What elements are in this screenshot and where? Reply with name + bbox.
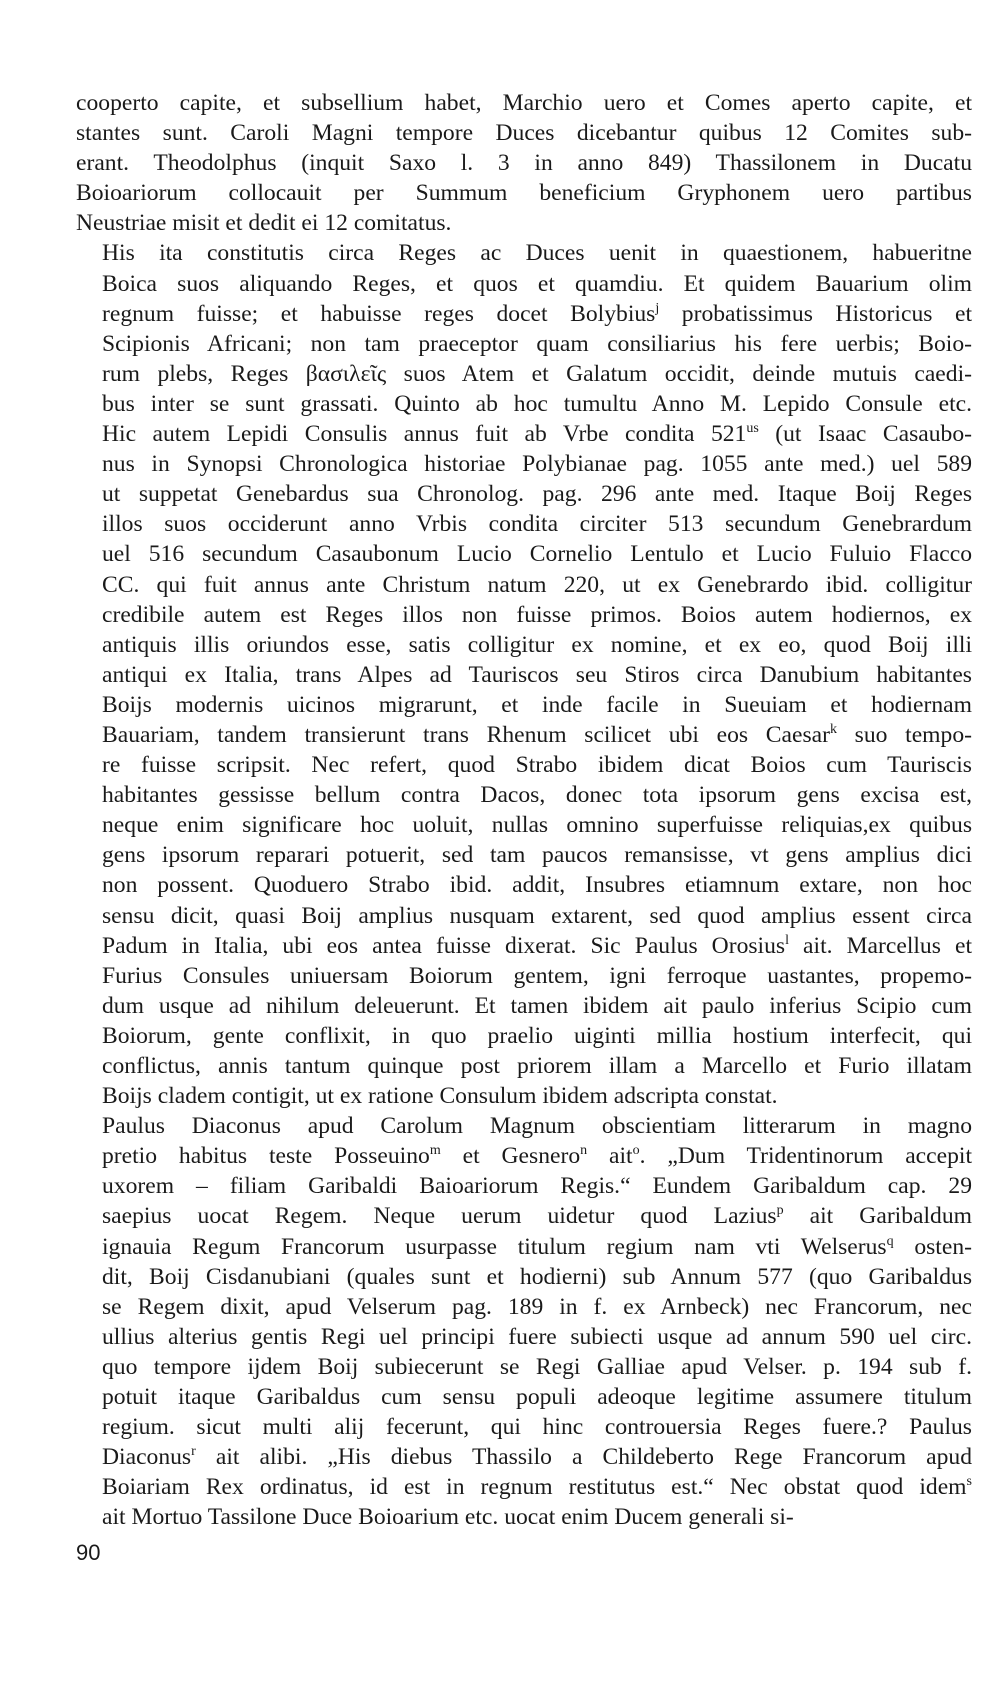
text-line: neque enim significare hoc uoluit, nullas omnino superfuisse reliquias,ex quibus: [102, 812, 972, 839]
text-line: Boica suos aliquando Reges, et quos et quamdiu. Et quidem Bauarium olim: [102, 270, 972, 297]
text-line: regium. sicut multi alij fecerunt, qui hinc controuersia Reges fuere.? Paulus: [102, 1414, 972, 1441]
text-line: dit, Boij Cisdanubiani (quales sunt et hodierni) sub Annum 577 (quo Garibaldus: [102, 1263, 972, 1290]
text-line: habitantes gessisse bellum contra Dacos, donec tota ipsorum gens excisa est,: [102, 782, 972, 809]
text-line: uel 516 secundum Casaubonum Lucio Cornelio Lentulo et Lucio Fuluio Flacco: [102, 541, 972, 568]
text-line: nus in Synopsi Chronologica historiae Polybianae pag. 1055 ante med.) uel 589: [102, 451, 972, 478]
text-line: ullius alterius gentis Regi uel principi fuere subiecti usque ad annum 590 uel circ.: [102, 1323, 972, 1350]
text-line: ignauia Regum Francorum usurpasse titulum regium nam vti Welserus$^q$ osten-: [102, 1233, 972, 1260]
text-line: Boioariorum collocauit per Summum beneficium Gryphonem uero partibus: [76, 180, 972, 207]
text-line: illos suos occiderunt anno Vrbis condita circiter 513 secundum Genebrardum: [102, 511, 972, 538]
text-line: gens ipsorum reparari potuerit, sed tam paucos remansisse, vt gens amplius dici: [102, 842, 972, 869]
text-line: Diaconus$^r$ ait alibi. „His diebus Thassilo a Childeberto Rege Francorum apud: [102, 1444, 972, 1471]
text-line: erant. Theodolphus (inquit Saxo l. 3 in anno 849) Thassilonem in Ducatu: [76, 150, 972, 177]
text-line: Padum in Italia, ubi eos antea fuisse dixerat. Sic Paulus Orosius$^l$ ait. Marcellus et: [102, 932, 972, 959]
text-line: dum usque ad nihilum deleuerunt. Et tamen ibidem ait paulo inferius Scipio cum: [102, 992, 972, 1019]
text-line: Bauariam, tandem transierunt trans Rhenum scilicet ubi eos Caesar$^k$ suo tempo-: [102, 721, 972, 748]
text-line: quo tempore ijdem Boij subiecerunt se Regi Galliae apud Velser. p. 194 sub f.: [102, 1353, 972, 1380]
text-line: Boijs modernis uicinos migrarunt, et inde facile in Sueuiam et hodiernam: [102, 691, 972, 718]
text-line: conflictus, annis tantum quinque post priorem illam a Marcello et Furio illatam: [102, 1053, 972, 1079]
text-line: Boiariam Rex ordinatus, id est in regnum restitutus est.“ Nec obstat quod idem$^s$: [102, 1474, 972, 1501]
text-line: His ita constitutis circa Reges ac Duces uenit in quaestionem, habueritne: [102, 240, 972, 267]
text-line: Paulus Diaconus apud Carolum Magnum obscientiam litterarum in magno: [102, 1113, 972, 1140]
text-line: re fuisse scripsit. Nec refert, quod Strabo ibidem dicat Boios cum Tauriscis: [102, 752, 972, 779]
text-line: regnum fuisse; et habuisse reges docet Bolybius$^j$ probatissimus Historicus et: [102, 300, 972, 327]
footnote-marker: r: [191, 1444, 196, 1460]
text-line: potuit itaque Garibaldus cum sensu populi adeoque legitime assumere titulum: [102, 1384, 972, 1411]
text-line: cooperto capite, et subsellium habet, Marchio uero et Comes aperto capite, et: [76, 90, 972, 116]
text-line: ait Mortuo Tassilone Duce Boioarium etc. uocat enim Ducem generali si-: [102, 1504, 794, 1531]
footnote-marker: s: [966, 1474, 972, 1490]
text-line: Neustriae misit et dedit ei 12 comitatus.: [76, 210, 452, 237]
footnote-marker: n: [580, 1143, 588, 1159]
text-line: antiqui ex Italia, trans Alpes ad Tauriscos seu Stiros circa Danubium habitantes: [102, 661, 972, 688]
text-line: ut suppetat Genebardus sua Chronolog. pag. 296 ante med. Itaque Boij Reges: [102, 481, 972, 508]
text-line: CC. qui fuit annus ante Christum natum 220, ut ex Genebrardo ibid. colligitur: [102, 571, 972, 598]
text-line: Furius Consules uniuersam Boiorum gentem, igni ferroque uastantes, propemo-: [102, 962, 972, 989]
page-number: 90: [76, 1540, 101, 1565]
paragraph-3: [76, 1111, 972, 1532]
footnote-marker: k: [829, 721, 837, 737]
footnote-marker: p: [776, 1203, 784, 1219]
paragraph-2: [76, 238, 972, 1111]
footnote-marker: j: [655, 300, 660, 316]
footnote-marker: us: [746, 421, 759, 437]
footnote-marker: o: [632, 1143, 640, 1159]
text-line: saepius uocat Regem. Neque uerum uidetur quod Lazius$^p$ ait Garibaldum: [102, 1203, 973, 1230]
text-line: credibile autem est Reges illos non fuisse primos. Boios autem hodiernos, ex: [102, 601, 972, 628]
footnote-marker: m: [429, 1143, 441, 1159]
footnote-marker: q: [886, 1233, 894, 1249]
footnote-marker: l: [785, 932, 789, 948]
text-line: Boijs cladem contigit, ut ex ratione Consulum ibidem adscripta constat.: [102, 1083, 778, 1110]
text-line: non possent. Quoduero Strabo ibid. addit, Insubres etiamnum extare, non hoc: [102, 872, 972, 899]
text-line: bus inter se sunt grassati. Quinto ab hoc tumultu Anno M. Lepido Consule etc.: [102, 390, 972, 417]
text-line: antiquis illis oriundos esse, satis colligitur ex nomine, et ex eo, quod Boij illi: [102, 631, 972, 658]
text-line: stantes sunt. Caroli Magni tempore Duces dicebantur quibus 12 Comites sub-: [76, 120, 972, 147]
text-line: Boiorum, gente conflixit, in quo praelio uiginti millia hostium interfecit, qui: [102, 1022, 972, 1049]
text-line: uxorem – filiam Garibaldi Baioariorum Regis.“ Eundem Garibaldum cap. 29: [102, 1173, 972, 1200]
text-line: se Regem dixit, apud Velserum pag. 189 in f. ex Arnbeck) nec Francorum, nec: [102, 1293, 972, 1320]
text-line: pretio habitus teste Posseuino$^m$ et Gesnero$^n$ ait$^o$. „Dum Tridentinorum accepit: [102, 1143, 972, 1170]
paragraph-1: [76, 88, 972, 238]
page-text: [76, 88, 972, 1533]
text-line: Hic autem Lepidi Consulis annus fuit ab Vrbe condita $521^{us}$ (ut Isaac Casaubo-: [102, 421, 972, 448]
text-line: rum plebs, Reges βασιλεῖς suos Atem et Galatum occidit, deinde mutuis caedi-: [102, 360, 972, 387]
text-line: sensu dicit, quasi Boij amplius nusquam extarent, sed quod amplius essent circa: [102, 902, 972, 929]
text-line: Scipionis Africani; non tam praeceptor quam consiliarius his fere uerbis; Boio-: [102, 330, 972, 357]
